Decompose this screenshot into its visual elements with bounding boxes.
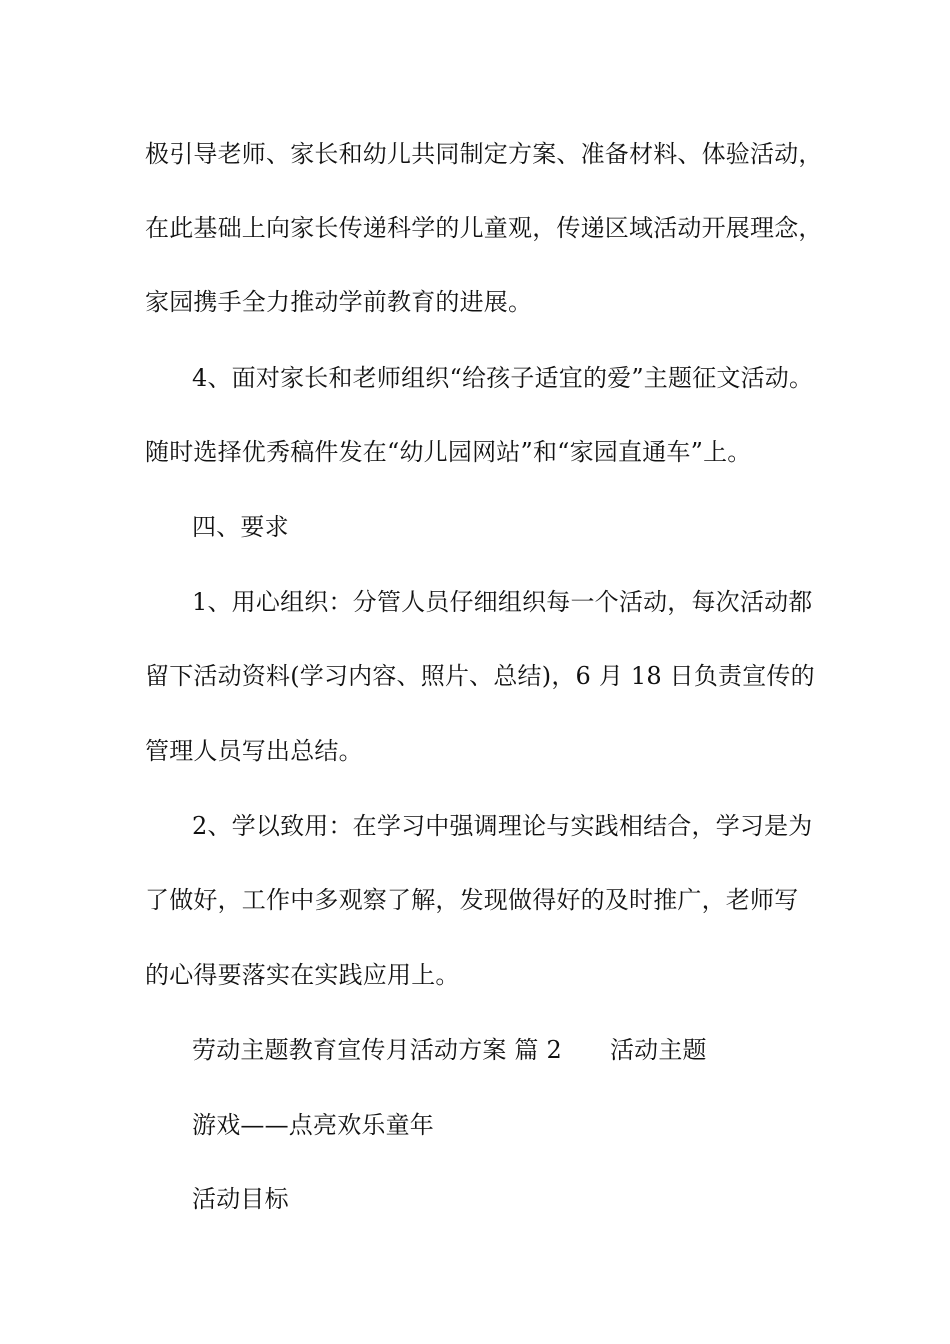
plan-title: 劳动主题教育宣传月活动方案 篇 2 bbox=[192, 1036, 562, 1064]
text-line: 管理人员写出总结。 bbox=[145, 737, 363, 765]
activity-theme: 游戏——点亮欢乐童年 bbox=[192, 1111, 434, 1139]
paragraph-start: 2、学以致用：在学习中强调理论与实践相结合，学习是为 bbox=[192, 812, 813, 840]
text-line: 的心得要落实在实践应用上。 bbox=[145, 961, 460, 989]
paragraph-start: 1、用心组织：分管人员仔细组织每一个活动，每次活动都 bbox=[192, 588, 813, 616]
text-line: 极引导老师、家长和幼儿共同制定方案、准备材料、体验活动， bbox=[145, 140, 823, 168]
section-title-row bbox=[192, 1034, 892, 1066]
text-line: 随时选择优秀稿件发在“幼儿园网站”和“家园直通车”上。 bbox=[145, 438, 752, 466]
paragraph-start: 4、面对家长和老师组织“给孩子适宜的爱”主题征文活动。 bbox=[192, 364, 814, 392]
text-line: 在此基础上向家长传递科学的儿童观，传递区域活动开展理念， bbox=[145, 214, 823, 242]
activity-theme-label: 活动主题 bbox=[609, 1036, 707, 1064]
text-line: 了做好，工作中多观察了解，发现做得好的及时推广，老师写 bbox=[145, 886, 799, 914]
section-heading: 四、要求 bbox=[192, 513, 289, 541]
text-line: 家园携手全力推动学前教育的进展。 bbox=[145, 288, 533, 316]
activity-goal-heading: 活动目标 bbox=[192, 1185, 289, 1213]
text-line: 留下活动资料(学习内容、照片、总结)，6 月 18 日负责宣传的 bbox=[145, 662, 815, 690]
